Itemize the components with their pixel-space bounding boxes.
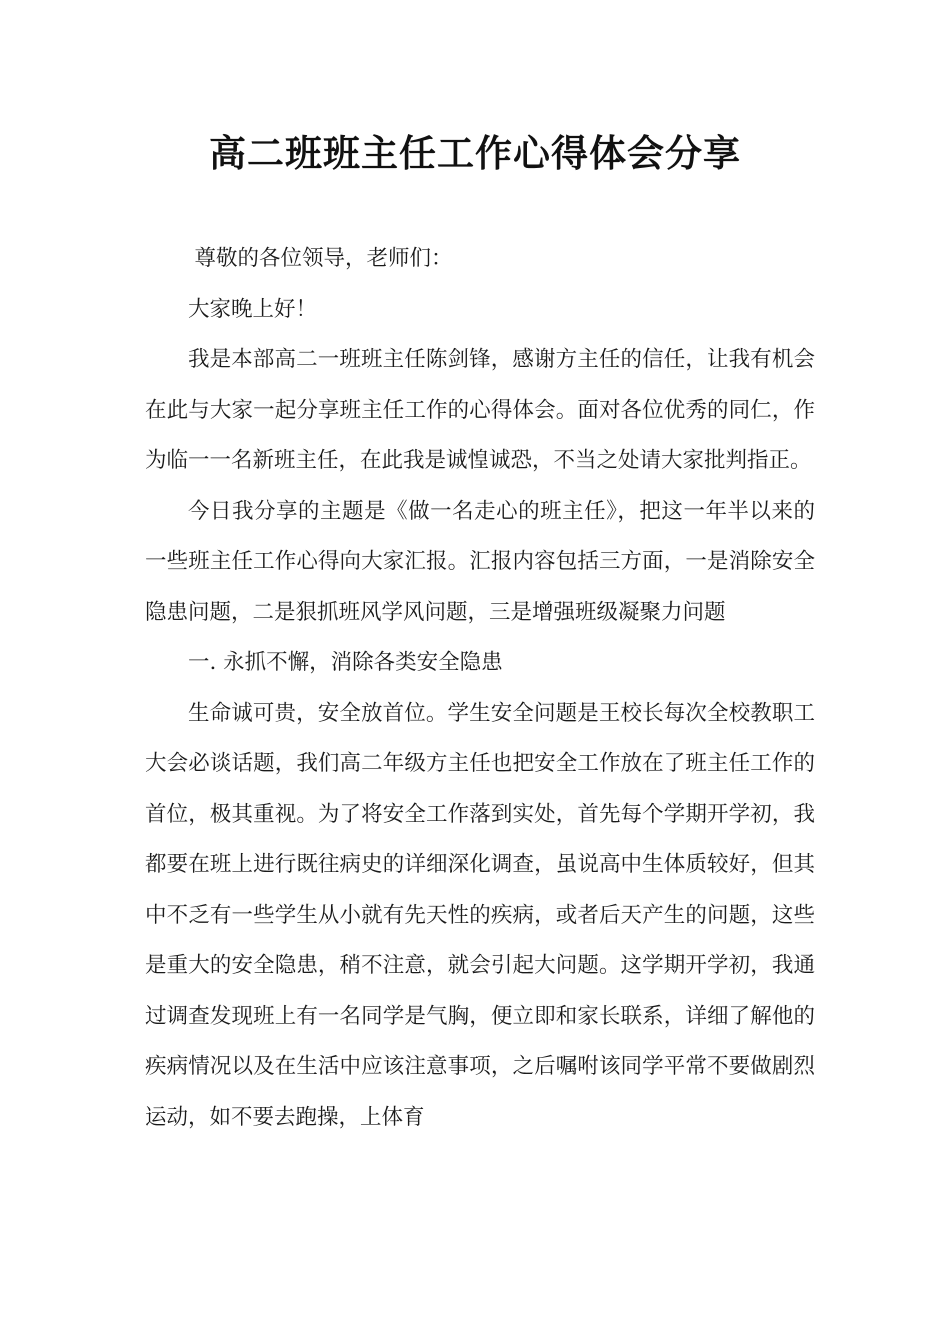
section-heading-1: 一. 永抓不懈，消除各类安全隐患 [188, 650, 503, 675]
document-body [145, 234, 815, 1143]
topic-paragraph: 今日我分享的主题是《做一名走心的班主任》，把这一年半以来的一些班主任工作心得向大家汇报。汇报内容包括三方面，一是消除安全隐患问题，二是狠抓班风学风问题，三是增强班级凝聚力问题 [145, 498, 815, 625]
salutation-paragraph: 尊敬的各位领导，老师们： [194, 246, 453, 271]
introduction-paragraph: 我是本部高二一班班主任陈剑锋，感谢方主任的信任，让我有机会在此与大家一起分享班主任工作的心得体会。面对各位优秀的同仁，作为临一一名新班主任，在此我是诚惶诚恐，不当之处请大家批判指正。 [145, 347, 815, 473]
document-title: 高二班班主任工作心得体会分享 [209, 132, 741, 175]
greeting-paragraph: 大家晚上好！ [188, 296, 318, 322]
safety-paragraph: 生命诚可贵，安全放首位。学生安全问题是王校长每次全校教职工大会必谈话题，我们高二年级方主任也把安全工作放在了班主任工作的首位，极其重视。为了将安全工作落到实处，首先每个学期开学初，我都要在班上进行既往病史的详细深化调查，虽说高中生体质较好，但其中不乏有一些学生从小就有先天性的疾病，或者后天产生的问题，这些是重大的安全隐患，稍不注意，就会引起大问题。这学期开学初，我通过调查发现班上有一名同学是气胸，便立即和家长联系，详细了解他的疾病情况以及在生活中应该注意事项，之后嘱咐该同学平常不要做剧烈运动，如不要去跑操，上体育 [145, 700, 815, 1130]
